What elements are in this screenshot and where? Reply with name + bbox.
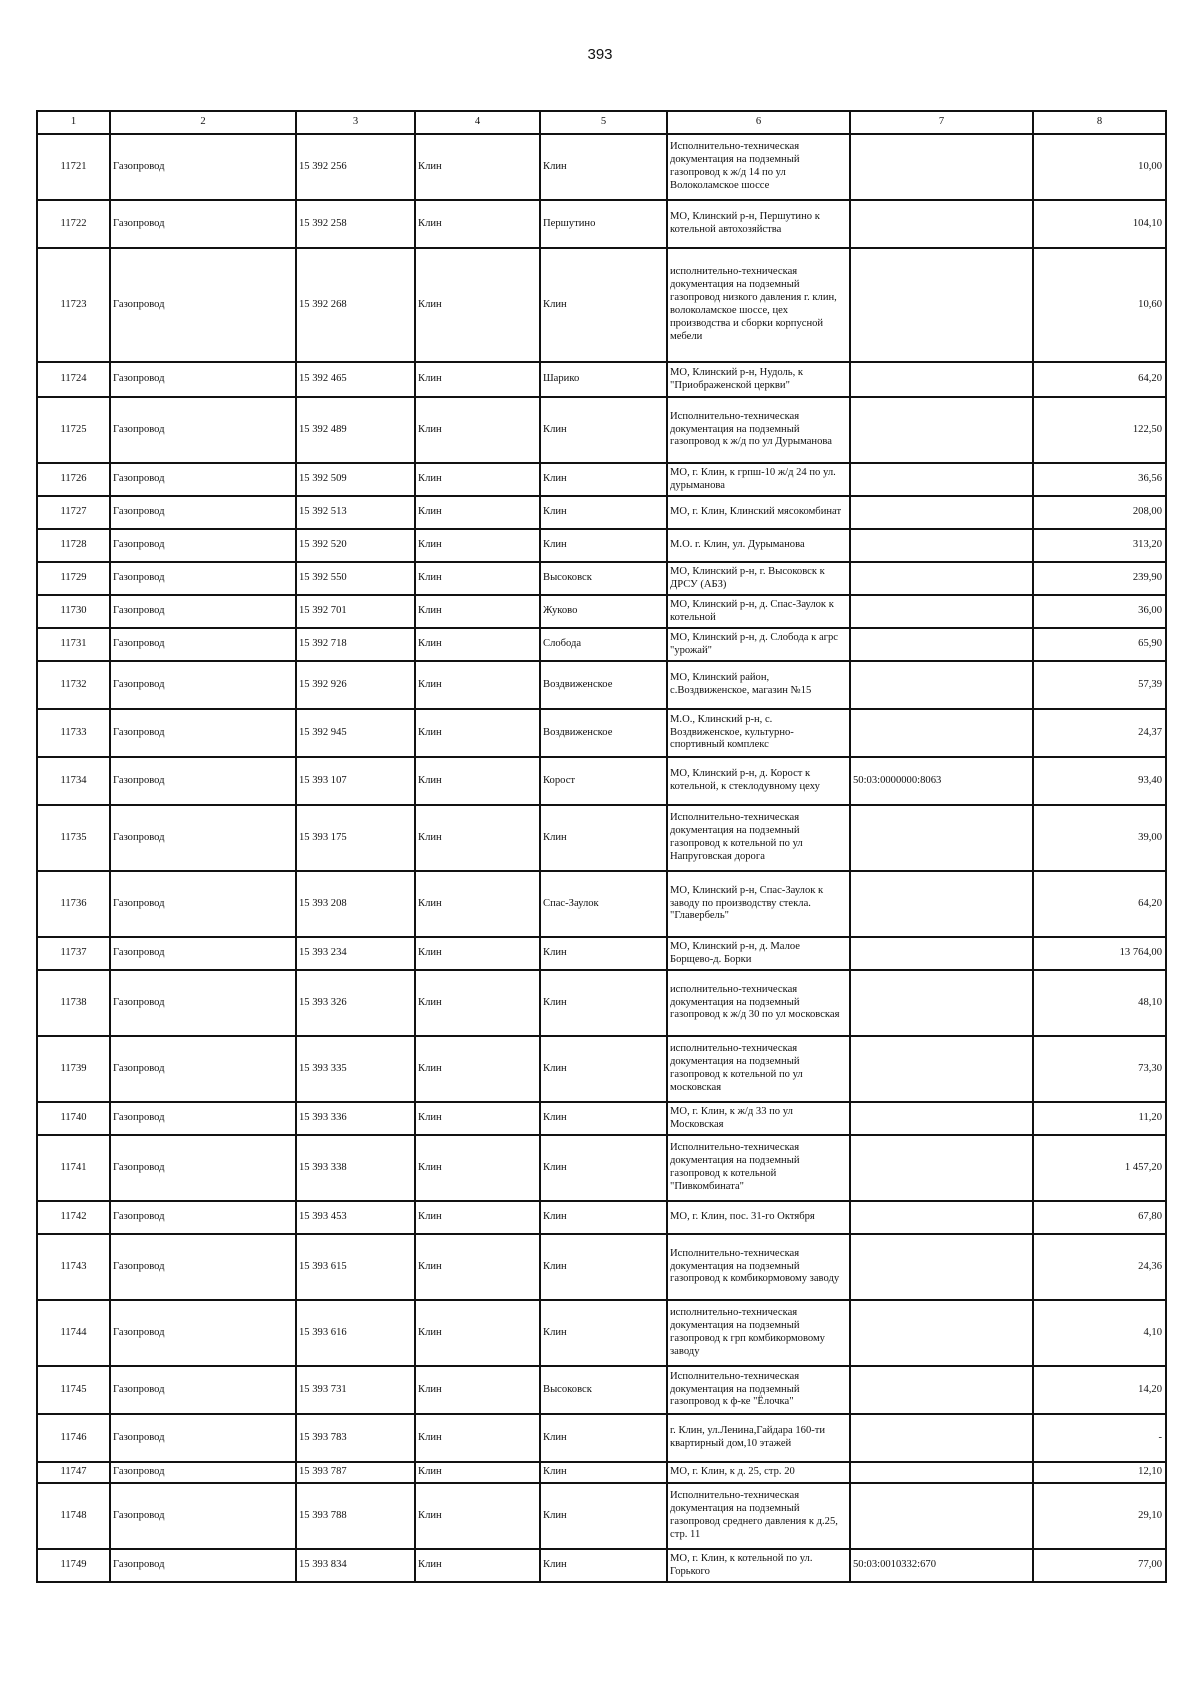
row-number-cell: 11724	[37, 362, 110, 397]
length-value-cell: 77,00	[1033, 1549, 1166, 1582]
cadastral-number-cell	[850, 1300, 1033, 1366]
column-header: 2	[110, 111, 296, 134]
table-row	[37, 562, 1166, 595]
locality-cell: Клин	[540, 1234, 667, 1300]
locality-cell: Клин	[540, 397, 667, 463]
row-number-cell: 11743	[37, 1234, 110, 1300]
locality-cell: Клин	[540, 805, 667, 871]
cadastral-number-cell	[850, 1483, 1033, 1549]
row-number-cell: 11748	[37, 1483, 110, 1549]
object-code-cell: 15 393 208	[296, 871, 415, 937]
object-code-cell: 15 393 175	[296, 805, 415, 871]
object-code-cell: 15 393 834	[296, 1549, 415, 1582]
cadastral-number-cell	[850, 529, 1033, 562]
address-description-cell: МО, г. Клин, Клинский мясокомбинат	[667, 496, 850, 529]
object-code-cell: 15 393 234	[296, 937, 415, 970]
table-row	[37, 529, 1166, 562]
object-name-cell: Газопровод	[110, 1549, 296, 1582]
locality-cell: Клин	[540, 496, 667, 529]
row-number-cell: 11725	[37, 397, 110, 463]
object-name-cell: Газопровод	[110, 937, 296, 970]
district-cell: Клин	[415, 1300, 540, 1366]
district-cell: Клин	[415, 661, 540, 709]
object-name-cell: Газопровод	[110, 1414, 296, 1462]
address-description-cell: исполнительно-техническая документация на подземный газопровод к ж/д 30 по ул московская	[667, 970, 850, 1036]
district-cell: Клин	[415, 757, 540, 805]
district-cell: Клин	[415, 1201, 540, 1234]
row-number-cell: 11744	[37, 1300, 110, 1366]
length-value-cell: 14,20	[1033, 1366, 1166, 1414]
table-row	[37, 709, 1166, 757]
address-description-cell: Исполнительно-техническая документация на подземный газопровод среднего давления к д.25, стр. 11	[667, 1483, 850, 1549]
district-cell: Клин	[415, 1036, 540, 1102]
object-code-cell: 15 393 326	[296, 970, 415, 1036]
address-description-cell: МО, Клинский р-н, д. Корост к котельной, к стеклодувному цеху	[667, 757, 850, 805]
object-code-cell: 15 392 509	[296, 463, 415, 496]
locality-cell: Клин	[540, 1414, 667, 1462]
cadastral-number-cell	[850, 1201, 1033, 1234]
length-value-cell: 57,39	[1033, 661, 1166, 709]
row-number-cell: 11732	[37, 661, 110, 709]
row-number-cell: 11726	[37, 463, 110, 496]
page-number: 393	[587, 46, 613, 63]
locality-cell: Клин	[540, 1036, 667, 1102]
row-number-cell: 11729	[37, 562, 110, 595]
address-description-cell: Исполнительно-техническая документация на подземный газопровод к комбикормовому заводу	[667, 1234, 850, 1300]
object-code-cell: 15 392 256	[296, 134, 415, 200]
cadastral-number-cell	[850, 248, 1033, 362]
locality-cell: Воздвиженское	[540, 661, 667, 709]
column-header: 1	[37, 111, 110, 134]
address-description-cell: Исполнительно-техническая документация на подземный газопровод к котельной по ул Напруговская дорога	[667, 805, 850, 871]
table-row	[37, 628, 1166, 661]
object-code-cell: 15 393 107	[296, 757, 415, 805]
table-row	[37, 805, 1166, 871]
district-cell: Клин	[415, 397, 540, 463]
row-number-cell: 11735	[37, 805, 110, 871]
district-cell: Клин	[415, 1549, 540, 1582]
table-row	[37, 134, 1166, 200]
object-code-cell: 15 392 926	[296, 661, 415, 709]
locality-cell: Клин	[540, 529, 667, 562]
table-row	[37, 1549, 1166, 1582]
length-value-cell: 4,10	[1033, 1300, 1166, 1366]
length-value-cell: 93,40	[1033, 757, 1166, 805]
object-code-cell: 15 393 787	[296, 1462, 415, 1483]
object-name-cell: Газопровод	[110, 1462, 296, 1483]
object-code-cell: 15 393 338	[296, 1135, 415, 1201]
length-value-cell: 64,20	[1033, 362, 1166, 397]
length-value-cell: 104,10	[1033, 200, 1166, 248]
address-description-cell: Исполнительно-техническая документация на подземный газопровод к ж/д 14 по ул Волоколамское шоссе	[667, 134, 850, 200]
object-code-cell: 15 392 489	[296, 397, 415, 463]
cadastral-number-cell	[850, 1135, 1033, 1201]
district-cell: Клин	[415, 134, 540, 200]
district-cell: Клин	[415, 805, 540, 871]
locality-cell: Клин	[540, 463, 667, 496]
length-value-cell: 1 457,20	[1033, 1135, 1166, 1201]
locality-cell: Высоковск	[540, 562, 667, 595]
address-description-cell: МО, Клинский р-н, д. Спас-Заулок к котельной	[667, 595, 850, 628]
object-name-cell: Газопровод	[110, 595, 296, 628]
cadastral-number-cell	[850, 463, 1033, 496]
object-code-cell: 15 392 258	[296, 200, 415, 248]
cadastral-number-cell	[850, 805, 1033, 871]
object-code-cell: 15 392 513	[296, 496, 415, 529]
object-code-cell: 15 392 268	[296, 248, 415, 362]
table-row	[37, 1234, 1166, 1300]
object-name-cell: Газопровод	[110, 1366, 296, 1414]
column-header: 6	[667, 111, 850, 134]
address-description-cell: исполнительно-техническая документация на подземный газопровод к грп комбикормовому заводу	[667, 1300, 850, 1366]
address-description-cell: Исполнительно-техническая документация на подземный газопровод к котельной "Пивкомбината"	[667, 1135, 850, 1201]
row-number-cell: 11730	[37, 595, 110, 628]
row-number-cell: 11731	[37, 628, 110, 661]
column-header: 3	[296, 111, 415, 134]
length-value-cell: 48,10	[1033, 970, 1166, 1036]
district-cell: Клин	[415, 1483, 540, 1549]
object-name-cell: Газопровод	[110, 1234, 296, 1300]
length-value-cell: 10,00	[1033, 134, 1166, 200]
table-row	[37, 200, 1166, 248]
address-description-cell: М.О., Клинский р-н, с. Воздвиженское, культурно-спортивный комплекс	[667, 709, 850, 757]
table-row	[37, 1135, 1166, 1201]
object-code-cell: 15 393 731	[296, 1366, 415, 1414]
locality-cell: Клин	[540, 970, 667, 1036]
table-row	[37, 1300, 1166, 1366]
table-row	[37, 1201, 1166, 1234]
locality-cell: Спас-Заулок	[540, 871, 667, 937]
length-value-cell: -	[1033, 1414, 1166, 1462]
district-cell: Клин	[415, 1234, 540, 1300]
district-cell: Клин	[415, 871, 540, 937]
address-description-cell: МО, г. Клин, к ж/д 33 по ул Московская	[667, 1102, 850, 1135]
object-name-cell: Газопровод	[110, 248, 296, 362]
table-row	[37, 937, 1166, 970]
district-cell: Клин	[415, 937, 540, 970]
cadastral-number-cell	[850, 595, 1033, 628]
address-description-cell: МО, Клинский р-н, д. Малое Борщево-д. Борки	[667, 937, 850, 970]
length-value-cell: 73,30	[1033, 1036, 1166, 1102]
district-cell: Клин	[415, 1135, 540, 1201]
object-name-cell: Газопровод	[110, 397, 296, 463]
length-value-cell: 39,00	[1033, 805, 1166, 871]
length-value-cell: 10,60	[1033, 248, 1166, 362]
district-cell: Клин	[415, 970, 540, 1036]
district-cell: Клин	[415, 463, 540, 496]
address-description-cell: МО, г. Клин, к д. 25, стр. 20	[667, 1462, 850, 1483]
address-description-cell: Исполнительно-техническая документация на подземный газопровод к ж/д по ул Дурыманова	[667, 397, 850, 463]
object-name-cell: Газопровод	[110, 757, 296, 805]
row-number-cell: 11723	[37, 248, 110, 362]
table-row	[37, 1414, 1166, 1462]
object-name-cell: Газопровод	[110, 805, 296, 871]
length-value-cell: 12,10	[1033, 1462, 1166, 1483]
address-description-cell: МО, г. Клин, пос. 31-го Октября	[667, 1201, 850, 1234]
address-description-cell: г. Клин, ул.Ленина,Гайдара 160-ти квартирный дом,10 этажей	[667, 1414, 850, 1462]
table-row	[37, 757, 1166, 805]
locality-cell: Корост	[540, 757, 667, 805]
object-name-cell: Газопровод	[110, 628, 296, 661]
length-value-cell: 11,20	[1033, 1102, 1166, 1135]
district-cell: Клин	[415, 628, 540, 661]
cadastral-number-cell	[850, 1366, 1033, 1414]
row-number-cell: 11736	[37, 871, 110, 937]
row-number-cell: 11733	[37, 709, 110, 757]
row-number-cell: 11746	[37, 1414, 110, 1462]
address-description-cell: МО, Клинский р-н, д. Слобода к агрс "урожай"	[667, 628, 850, 661]
row-number-cell: 11737	[37, 937, 110, 970]
table-row	[37, 1483, 1166, 1549]
column-header: 7	[850, 111, 1033, 134]
object-name-cell: Газопровод	[110, 1036, 296, 1102]
locality-cell: Высоковск	[540, 1366, 667, 1414]
cadastral-number-cell	[850, 871, 1033, 937]
length-value-cell: 208,00	[1033, 496, 1166, 529]
address-description-cell: МО, Клинский район, с.Воздвиженское, магазин №15	[667, 661, 850, 709]
row-number-cell: 11740	[37, 1102, 110, 1135]
district-cell: Клин	[415, 362, 540, 397]
cadastral-number-cell	[850, 200, 1033, 248]
row-number-cell: 11747	[37, 1462, 110, 1483]
object-code-cell: 15 392 550	[296, 562, 415, 595]
object-code-cell: 15 392 718	[296, 628, 415, 661]
length-value-cell: 24,36	[1033, 1234, 1166, 1300]
object-code-cell: 15 392 520	[296, 529, 415, 562]
district-cell: Клин	[415, 1366, 540, 1414]
object-code-cell: 15 392 701	[296, 595, 415, 628]
length-value-cell: 29,10	[1033, 1483, 1166, 1549]
object-name-cell: Газопровод	[110, 1201, 296, 1234]
district-cell: Клин	[415, 562, 540, 595]
length-value-cell: 36,56	[1033, 463, 1166, 496]
district-cell: Клин	[415, 529, 540, 562]
locality-cell: Клин	[540, 937, 667, 970]
address-description-cell: МО, г. Клин, к грпш-10 ж/д 24 по ул. дурыманова	[667, 463, 850, 496]
row-number-cell: 11749	[37, 1549, 110, 1582]
district-cell: Клин	[415, 248, 540, 362]
locality-cell: Клин	[540, 1102, 667, 1135]
table-row	[37, 1366, 1166, 1414]
address-description-cell: Исполнительно-техническая документация на подземный газопровод к ф-ке "Ёлочка"	[667, 1366, 850, 1414]
object-name-cell: Газопровод	[110, 1102, 296, 1135]
district-cell: Клин	[415, 1462, 540, 1483]
cadastral-number-cell	[850, 362, 1033, 397]
object-name-cell: Газопровод	[110, 529, 296, 562]
district-cell: Клин	[415, 496, 540, 529]
cadastral-number-cell: 50:03:0010332:670	[850, 1549, 1033, 1582]
address-description-cell: исполнительно-техническая документация на подземный газопровод к котельной по ул московская	[667, 1036, 850, 1102]
cadastral-number-cell	[850, 937, 1033, 970]
district-cell: Клин	[415, 1414, 540, 1462]
column-header: 5	[540, 111, 667, 134]
row-number-cell: 11741	[37, 1135, 110, 1201]
object-name-cell: Газопровод	[110, 463, 296, 496]
length-value-cell: 65,90	[1033, 628, 1166, 661]
object-code-cell: 15 393 615	[296, 1234, 415, 1300]
district-cell: Клин	[415, 1102, 540, 1135]
locality-cell: Слобода	[540, 628, 667, 661]
locality-cell: Шарико	[540, 362, 667, 397]
locality-cell: Клин	[540, 248, 667, 362]
object-code-cell: 15 393 616	[296, 1300, 415, 1366]
address-description-cell: МО, Клинский р-н, г. Высоковск к ДРСУ (АБЗ)	[667, 562, 850, 595]
district-cell: Клин	[415, 200, 540, 248]
object-name-cell: Газопровод	[110, 1300, 296, 1366]
table-row	[37, 496, 1166, 529]
district-cell: Клин	[415, 595, 540, 628]
row-number-cell: 11721	[37, 134, 110, 200]
cadastral-number-cell	[850, 709, 1033, 757]
column-header: 8	[1033, 111, 1166, 134]
column-header: 4	[415, 111, 540, 134]
district-cell: Клин	[415, 709, 540, 757]
object-code-cell: 15 393 336	[296, 1102, 415, 1135]
length-value-cell: 36,00	[1033, 595, 1166, 628]
locality-cell: Клин	[540, 1462, 667, 1483]
table-row	[37, 1036, 1166, 1102]
object-name-cell: Газопровод	[110, 661, 296, 709]
address-description-cell: МО, Клинский р-н, Спас-Заулок к заводу по производству стекла. "Главербель"	[667, 871, 850, 937]
cadastral-number-cell	[850, 134, 1033, 200]
length-value-cell: 239,90	[1033, 562, 1166, 595]
table-row	[37, 1462, 1166, 1483]
table-row	[37, 397, 1166, 463]
length-value-cell: 64,20	[1033, 871, 1166, 937]
object-code-cell: 15 393 788	[296, 1483, 415, 1549]
table-row	[37, 1102, 1166, 1135]
object-name-cell: Газопровод	[110, 1483, 296, 1549]
locality-cell: Жуково	[540, 595, 667, 628]
table-row	[37, 661, 1166, 709]
object-name-cell: Газопровод	[110, 1135, 296, 1201]
table-row	[37, 871, 1166, 937]
object-name-cell: Газопровод	[110, 200, 296, 248]
object-code-cell: 15 393 783	[296, 1414, 415, 1462]
object-name-cell: Газопровод	[110, 362, 296, 397]
row-number-cell: 11739	[37, 1036, 110, 1102]
address-description-cell: МО, Клинский р-н, Нудоль, к "Приображенской церкви"	[667, 362, 850, 397]
object-name-cell: Газопровод	[110, 496, 296, 529]
object-name-cell: Газопровод	[110, 562, 296, 595]
object-code-cell: 15 393 335	[296, 1036, 415, 1102]
address-description-cell: МО, Клинский р-н, Першутино к котельной автохозяйства	[667, 200, 850, 248]
registry-table	[36, 110, 1167, 1583]
row-number-cell: 11722	[37, 200, 110, 248]
address-description-cell: исполнительно-техническая документация на подземный газопровод низкого давления г. клин, волоколамское шоссе, цех производства и сборки корпусной мебели	[667, 248, 850, 362]
row-number-cell: 11734	[37, 757, 110, 805]
table-row	[37, 463, 1166, 496]
row-number-cell: 11742	[37, 1201, 110, 1234]
cadastral-number-cell	[850, 970, 1033, 1036]
length-value-cell: 122,50	[1033, 397, 1166, 463]
locality-cell: Воздвиженское	[540, 709, 667, 757]
locality-cell: Клин	[540, 1135, 667, 1201]
header-row	[37, 111, 1166, 134]
locality-cell: Клин	[540, 1300, 667, 1366]
object-name-cell: Газопровод	[110, 871, 296, 937]
cadastral-number-cell	[850, 1462, 1033, 1483]
locality-cell: Клин	[540, 134, 667, 200]
cadastral-number-cell	[850, 1102, 1033, 1135]
table-row	[37, 248, 1166, 362]
locality-cell: Клин	[540, 1201, 667, 1234]
table-row	[37, 970, 1166, 1036]
address-description-cell: МО, г. Клин, к котельной по ул. Горького	[667, 1549, 850, 1582]
address-description-cell: М.О. г. Клин, ул. Дурыманова	[667, 529, 850, 562]
cadastral-number-cell	[850, 1414, 1033, 1462]
object-code-cell: 15 392 945	[296, 709, 415, 757]
cadastral-number-cell	[850, 661, 1033, 709]
cadastral-number-cell	[850, 628, 1033, 661]
length-value-cell: 67,80	[1033, 1201, 1166, 1234]
table-row	[37, 362, 1166, 397]
length-value-cell: 313,20	[1033, 529, 1166, 562]
length-value-cell: 13 764,00	[1033, 937, 1166, 970]
object-code-cell: 15 392 465	[296, 362, 415, 397]
cadastral-number-cell: 50:03:0000000:8063	[850, 757, 1033, 805]
cadastral-number-cell	[850, 397, 1033, 463]
locality-cell: Клин	[540, 1483, 667, 1549]
object-name-cell: Газопровод	[110, 970, 296, 1036]
object-name-cell: Газопровод	[110, 134, 296, 200]
row-number-cell: 11728	[37, 529, 110, 562]
cadastral-number-cell	[850, 1234, 1033, 1300]
object-code-cell: 15 393 453	[296, 1201, 415, 1234]
locality-cell: Першутино	[540, 200, 667, 248]
row-number-cell: 11745	[37, 1366, 110, 1414]
cadastral-number-cell	[850, 562, 1033, 595]
row-number-cell: 11738	[37, 970, 110, 1036]
length-value-cell: 24,37	[1033, 709, 1166, 757]
cadastral-number-cell	[850, 496, 1033, 529]
table-row	[37, 595, 1166, 628]
locality-cell: Клин	[540, 1549, 667, 1582]
cadastral-number-cell	[850, 1036, 1033, 1102]
object-name-cell: Газопровод	[110, 709, 296, 757]
row-number-cell: 11727	[37, 496, 110, 529]
